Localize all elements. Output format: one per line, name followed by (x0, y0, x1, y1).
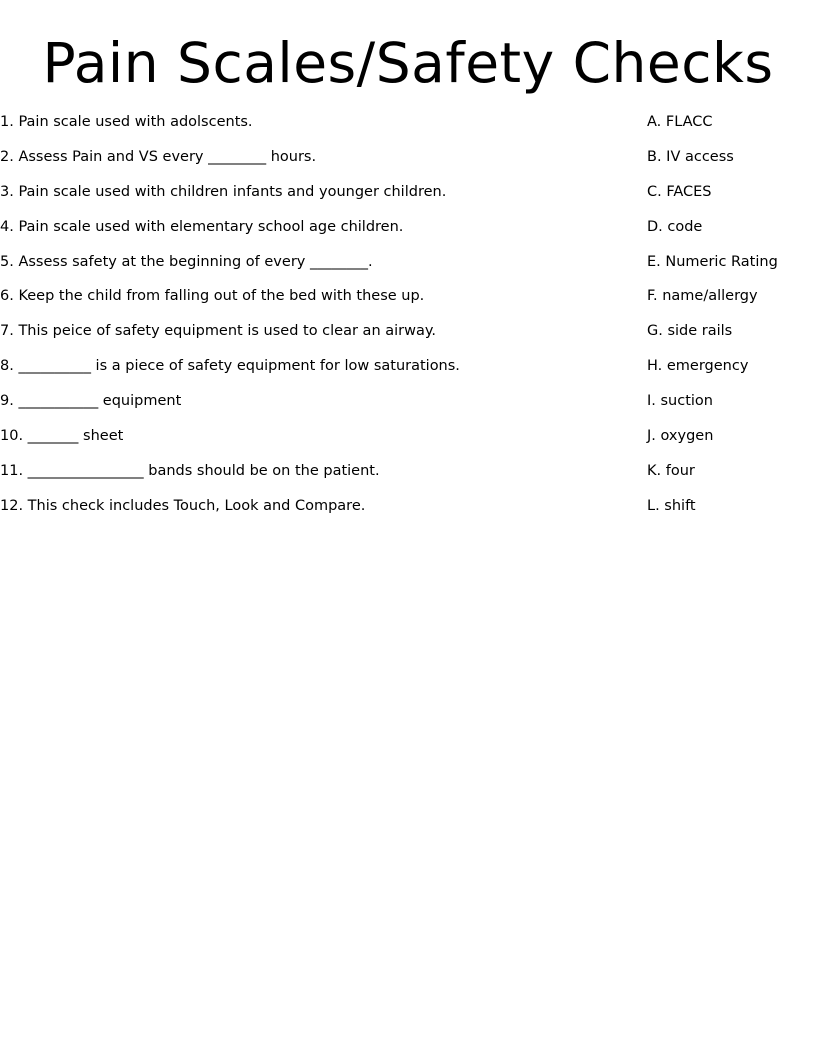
question-item: 12. This check includes Touch, Look and Compare. (0, 497, 366, 514)
page-title: Pain Scales/Safety Checks (42, 31, 774, 95)
answer-item: E. Numeric Rating (647, 253, 778, 270)
answer-item: F. name/allergy (647, 288, 758, 305)
question-item: 10. _______ sheet (0, 428, 124, 445)
answer-item: H. emergency (647, 358, 749, 375)
question-list (0, 110, 620, 529)
question-item: 6. Keep the child from falling out of the bed with these up. (0, 288, 425, 305)
question-item: 9. ___________ equipment (0, 393, 182, 410)
answer-item: K. four (647, 462, 695, 479)
answer-list (647, 110, 812, 529)
answer-item: J. oxygen (647, 428, 714, 445)
question-item: 1. Pain scale used with adolscents. (0, 114, 253, 130)
answer-item: I. suction (647, 393, 713, 410)
answer-item: G. side rails (647, 323, 733, 340)
question-item: 11. ________________ bands should be on the patient. (0, 462, 380, 479)
question-item: 7. This peice of safety equipment is used to clear an airway. (0, 323, 436, 340)
question-item: 8. __________ is a piece of safety equipment for low saturations. (0, 358, 460, 375)
question-item: 2. Assess Pain and VS every ________ hours. (0, 148, 317, 165)
question-item: 5. Assess safety at the beginning of every ________. (0, 253, 373, 270)
answer-item: D. code (647, 218, 703, 235)
question-item: 3. Pain scale used with children infants and younger children. (0, 183, 447, 200)
answer-item: B. IV access (647, 148, 734, 165)
question-item: 4. Pain scale used with elementary school age children. (0, 218, 404, 235)
answer-item: C. FACES (647, 183, 712, 200)
answer-item: A. FLACC (647, 114, 713, 130)
answer-item: L. shift (647, 497, 696, 514)
